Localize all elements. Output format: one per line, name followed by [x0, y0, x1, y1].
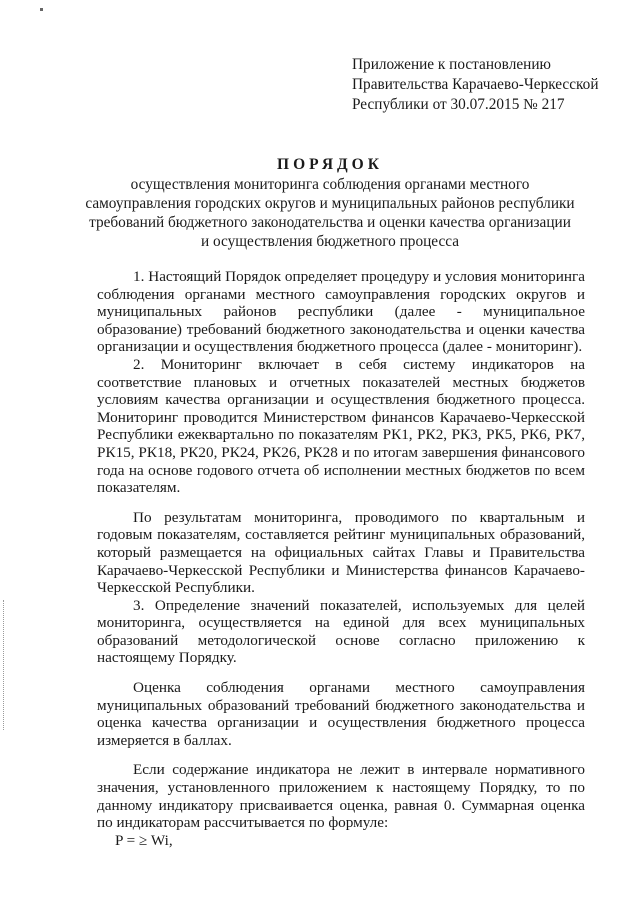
scan-margin-mark [3, 600, 5, 730]
paragraph-5-text: Оценка соблюдения органами местного самоуправления муниципальных образований требований бюджетного законодательства и оценка качества организации и осуществления бюджетного процесса измеряется в баллах. [97, 679, 585, 749]
document-title-block [80, 155, 580, 251]
document-body [97, 268, 585, 849]
appendix-line-2: Правительства Карачаево-Черкесской [352, 76, 599, 93]
subtitle-line-3: требований бюджетного законодательства и оценки качества организации [89, 214, 571, 231]
paragraph-3 [97, 509, 585, 597]
scan-speck [40, 8, 43, 11]
paragraph-6-text: Если содержание индикатора не лежит в интервале нормативного значения, установленного приложением к настоящему Порядку, то по данному индикатору присваивается оценка, равная 0. Суммарная оценка по индикаторам рассчитывается по формуле: [97, 761, 585, 832]
subtitle-line-4: и осуществления бюджетного процесса [200, 233, 460, 250]
subtitle-line-2: самоуправления городских округов и муниципальных районов республики [85, 195, 575, 212]
appendix-line-3: Республики от 30.07.2015 № 217 [352, 96, 565, 113]
paragraph-2 [97, 356, 585, 497]
subtitle-line-1: осуществления мониторинга соблюдения органами местного [130, 176, 530, 193]
paragraph-4-text: 3. Определение значений показателей, используемых для целей мониторинга, осуществляется на единой для всех муниципальных образований методологической основе согласно приложению к настоящему Порядку. [97, 596, 585, 667]
paragraph-3-text: По результатам мониторинга, проводимого по квартальным и годовым показателям, составляется рейтинг муниципальных образований, который размещается на официальных сайтах Главы и Правительства Карачаево-Черкесской Республики и Министерства финансов Карачаево-Черкесской Республики. [97, 508, 585, 597]
paragraph-1 [97, 268, 585, 356]
document-title: ПОРЯДОК [277, 156, 383, 173]
paragraph-6 [97, 761, 585, 831]
paragraph-1-text: 1. Настоящий Порядок определяет процедуру и условия мониторинга соблюдения органами местного самоуправления городских округов и муниципальных районов республики (далее - муниципальное образование) требований бюджетного законодательства и оценки качества организации и осуществления бюджетного процесса (далее - мониторинг). [97, 268, 585, 356]
paragraph-2-text: 2. Мониторинг включает в себя систему индикаторов на соответствие плановых и отчетных показателей местных бюджетов условиям качества организации и осуществления бюджетного процесса. Мониторинг проводится Министерством финансов Карачаево-Черкесской Республики ежеквартально по показателям РК1, РК2, РК3, РК5, РК6, РК7, РК15, РК18, РК20, РК24, РК26, РК28 и по итогам завершения финансового года на основе годового отчета об исполнении местных бюджетов по всем показателям. [97, 355, 585, 497]
paragraph-4 [97, 597, 585, 667]
appendix-note [352, 55, 612, 115]
appendix-line-1: Приложение к постановлению [352, 56, 551, 73]
paragraph-5 [97, 679, 585, 749]
sum-formula: P = ≥ Wi, [115, 831, 173, 849]
